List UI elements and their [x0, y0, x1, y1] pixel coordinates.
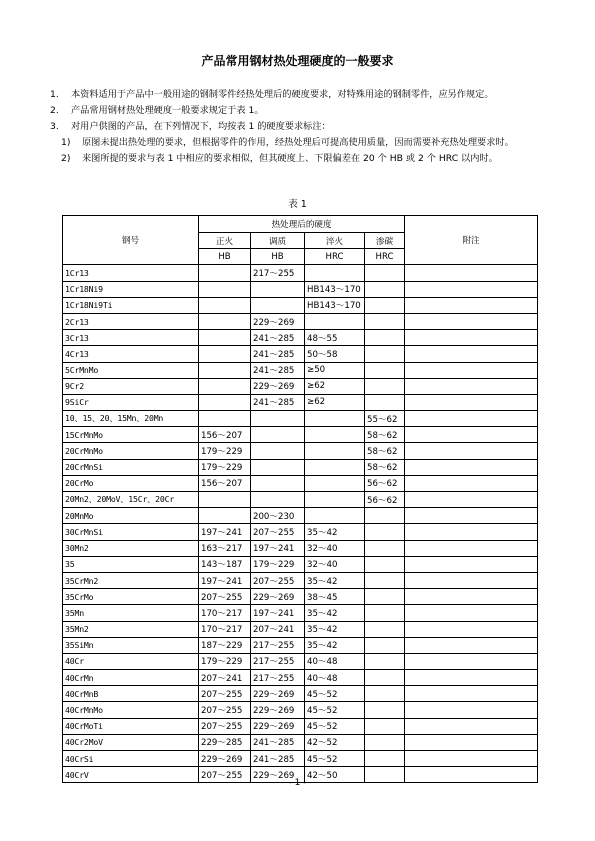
cell-carburize: [365, 670, 405, 686]
cell-quench-temper: 200～230: [251, 508, 305, 524]
list-item: [50, 88, 560, 101]
table-row: [63, 605, 538, 621]
cell-carburize: [365, 265, 405, 281]
cell-remark: [405, 605, 538, 621]
header-unit: HRC: [305, 249, 365, 265]
cell-grade: 40CrMn: [63, 670, 199, 686]
cell-carburize: [365, 378, 405, 394]
table-row: [63, 492, 538, 508]
cell-normalizing: 179～229: [199, 459, 251, 475]
page-number: - 1 -: [288, 778, 307, 788]
cell-grade: 35CrMo: [63, 589, 199, 605]
cell-normalizing: [199, 492, 251, 508]
table-row: [63, 427, 538, 443]
cell-grade: 1Cr18Ni9: [63, 281, 199, 297]
list-item-number: 2.: [50, 105, 59, 116]
cell-normalizing: 207～255: [199, 718, 251, 734]
cell-normalizing: 143～187: [199, 556, 251, 572]
cell-quench: 42～50: [305, 767, 365, 783]
table-row: [63, 653, 538, 669]
cell-grade: 20CrMnSi: [63, 459, 199, 475]
cell-grade: 20CrMnMo: [63, 443, 199, 459]
cell-remark: [405, 346, 538, 362]
cell-grade: 40Cr2MoV: [63, 734, 199, 750]
cell-quench: [305, 411, 365, 427]
header-carburize: 渗碳: [365, 233, 405, 249]
cell-remark: [405, 313, 538, 329]
cell-quench: [305, 459, 365, 475]
cell-normalizing: [199, 313, 251, 329]
cell-grade: 15CrMnMo: [63, 427, 199, 443]
cell-remark: [405, 621, 538, 637]
table-row: [63, 686, 538, 702]
header-unit: HB: [199, 249, 251, 265]
cell-normalizing: [199, 378, 251, 394]
cell-remark: [405, 702, 538, 718]
cell-quench: HB143～170: [305, 281, 365, 297]
cell-remark: [405, 459, 538, 475]
cell-normalizing: [199, 265, 251, 281]
table-row: [63, 572, 538, 588]
cell-remark: [405, 330, 538, 346]
table-row: [63, 265, 538, 281]
cell-grade: 10、15、20、15Mn、20Mn: [63, 411, 199, 427]
cell-quench: [305, 313, 365, 329]
header-quench: 淬火: [305, 233, 365, 249]
cell-quench: 35～42: [305, 621, 365, 637]
cell-grade: 1Cr13: [63, 265, 199, 281]
cell-carburize: [365, 281, 405, 297]
table-row: [63, 589, 538, 605]
list-item: [50, 120, 560, 133]
cell-normalizing: [199, 297, 251, 313]
cell-grade: 9SiCr: [63, 394, 199, 410]
cell-remark: [405, 378, 538, 394]
cell-remark: [405, 508, 538, 524]
sub-list-item-text: 原图未提出热处理的要求，但根据零件的作用，经热处理后可提高使用质量，因而需要补充热处理要求时。: [82, 137, 514, 148]
table-row: [63, 411, 538, 427]
cell-carburize: [365, 621, 405, 637]
cell-quench: HB143～170: [305, 297, 365, 313]
cell-carburize: [365, 589, 405, 605]
cell-remark: [405, 443, 538, 459]
cell-carburize: [365, 734, 405, 750]
table-caption: 表 1: [288, 199, 307, 210]
cell-quench: 45～52: [305, 686, 365, 702]
cell-quench-temper: [251, 297, 305, 313]
cell-grade: 20CrMo: [63, 475, 199, 491]
table-row: [63, 475, 538, 491]
cell-grade: 40CrV: [63, 767, 199, 783]
cell-grade: 35: [63, 556, 199, 572]
cell-quench: [305, 492, 365, 508]
cell-remark: [405, 265, 538, 281]
cell-normalizing: 163～217: [199, 540, 251, 556]
cell-remark: [405, 718, 538, 734]
cell-quench-temper: [251, 427, 305, 443]
cell-carburize: 58～62: [365, 427, 405, 443]
cell-quench-temper: 217～255: [251, 637, 305, 653]
cell-quench-temper: 241～285: [251, 346, 305, 362]
cell-carburize: [365, 524, 405, 540]
header-quench-temper: 调质: [251, 233, 305, 249]
cell-quench: ≥62: [305, 378, 365, 394]
cell-carburize: [365, 637, 405, 653]
cell-quench-temper: 197～241: [251, 540, 305, 556]
cell-quench: [305, 265, 365, 281]
cell-grade: 5CrMnMo: [63, 362, 199, 378]
header-remark: 附注: [405, 216, 538, 265]
cell-carburize: [365, 653, 405, 669]
list-item-text: 产品常用钢材热处理硬度一般要求规定于表 1。: [71, 105, 264, 116]
table-row: [63, 751, 538, 767]
cell-quench: 32～40: [305, 556, 365, 572]
cell-remark: [405, 281, 538, 297]
cell-quench-temper: [251, 281, 305, 297]
cell-quench-temper: [251, 459, 305, 475]
cell-quench: ≥62: [305, 394, 365, 410]
list-item: [50, 104, 560, 117]
sub-list-item-text: 来图所提的要求与表 1 中相应的要求相似，但其硬度上、下限偏差在 20 个 HB 或 2 个 HRC 以内时。: [82, 153, 498, 164]
cell-quench: [305, 427, 365, 443]
cell-grade: 30CrMnSi: [63, 524, 199, 540]
cell-carburize: [365, 751, 405, 767]
cell-carburize: 55～62: [365, 411, 405, 427]
cell-grade: 40CrMnB: [63, 686, 199, 702]
cell-quench-temper: 207～241: [251, 621, 305, 637]
cell-normalizing: 207～255: [199, 589, 251, 605]
cell-quench-temper: [251, 411, 305, 427]
cell-remark: [405, 670, 538, 686]
cell-quench-temper: 241～285: [251, 330, 305, 346]
cell-carburize: [365, 362, 405, 378]
requirements-list: [50, 88, 560, 168]
cell-grade: 40CrSi: [63, 751, 199, 767]
cell-quench-temper: [251, 443, 305, 459]
cell-grade: 35Mn2: [63, 621, 199, 637]
list-item-number: 1.: [50, 89, 59, 100]
cell-remark: [405, 524, 538, 540]
cell-grade: 35SiMn: [63, 637, 199, 653]
cell-normalizing: [199, 411, 251, 427]
cell-remark: [405, 637, 538, 653]
cell-carburize: [365, 605, 405, 621]
cell-remark: [405, 653, 538, 669]
cell-remark: [405, 475, 538, 491]
cell-quench-temper: 207～255: [251, 524, 305, 540]
header-grade: 钢号: [63, 216, 199, 265]
cell-quench: 40～48: [305, 653, 365, 669]
table-row: [63, 540, 538, 556]
cell-quench-temper: 241～285: [251, 394, 305, 410]
document-title: 产品常用钢材热处理硬度的一般要求: [201, 54, 394, 68]
table-row: [63, 362, 538, 378]
cell-normalizing: 207～241: [199, 670, 251, 686]
cell-quench-temper: 229～269: [251, 589, 305, 605]
cell-remark: [405, 492, 538, 508]
cell-quench: [305, 475, 365, 491]
cell-quench-temper: 229～269: [251, 313, 305, 329]
list-item-text: 对用户供图的产品，在下列情况下，均按表 1 的硬度要求标注：: [71, 121, 331, 132]
cell-quench-temper: 207～255: [251, 572, 305, 588]
table-row: [63, 718, 538, 734]
cell-grade: 35Mn: [63, 605, 199, 621]
cell-quench-temper: 179～229: [251, 556, 305, 572]
cell-quench-temper: 229～269: [251, 718, 305, 734]
cell-grade: 20Mn2、20MoV、15Cr、20Cr: [63, 492, 199, 508]
cell-quench: 45～52: [305, 751, 365, 767]
cell-quench: ≥50: [305, 362, 365, 378]
cell-carburize: [365, 394, 405, 410]
table-row: [63, 378, 538, 394]
cell-quench: 48～55: [305, 330, 365, 346]
table-row: [63, 459, 538, 475]
cell-quench: 35～42: [305, 637, 365, 653]
cell-remark: [405, 297, 538, 313]
table-row: [63, 443, 538, 459]
cell-grade: 30Mn2: [63, 540, 199, 556]
cell-quench: 40～48: [305, 670, 365, 686]
cell-quench-temper: 229～269: [251, 702, 305, 718]
table-row: [63, 637, 538, 653]
cell-quench-temper: 217～255: [251, 265, 305, 281]
cell-carburize: [365, 330, 405, 346]
header-unit: HRC: [365, 249, 405, 265]
cell-carburize: 56～62: [365, 475, 405, 491]
cell-carburize: [365, 540, 405, 556]
cell-quench: [305, 443, 365, 459]
cell-normalizing: 197～241: [199, 572, 251, 588]
sub-list-item: [50, 152, 560, 165]
cell-quench-temper: [251, 475, 305, 491]
table-row: [63, 346, 538, 362]
cell-quench-temper: 217～255: [251, 670, 305, 686]
cell-quench-temper: 241～285: [251, 362, 305, 378]
cell-grade: 4Cr13: [63, 346, 199, 362]
cell-grade: 2Cr13: [63, 313, 199, 329]
header-normalizing: 正火: [199, 233, 251, 249]
cell-carburize: [365, 702, 405, 718]
cell-quench: 38～45: [305, 589, 365, 605]
cell-normalizing: 156～207: [199, 475, 251, 491]
cell-remark: [405, 540, 538, 556]
table-row: [63, 281, 538, 297]
cell-quench-temper: 241～285: [251, 751, 305, 767]
cell-quench: 50～58: [305, 346, 365, 362]
list-item-text: 本资料适用于产品中一般用途的钢制零件经热处理后的硬度要求，对特殊用途的钢制零件，应另作规定。: [71, 89, 494, 100]
cell-normalizing: 170～217: [199, 605, 251, 621]
cell-quench-temper: 217～255: [251, 653, 305, 669]
sub-list-item-number: 2): [61, 153, 71, 164]
cell-quench-temper: [251, 492, 305, 508]
cell-normalizing: [199, 330, 251, 346]
cell-normalizing: 170～217: [199, 621, 251, 637]
table-body: [63, 265, 538, 783]
table-row: [63, 330, 538, 346]
cell-quench-temper: 241～285: [251, 734, 305, 750]
cell-quench: 35～42: [305, 524, 365, 540]
cell-quench: 32～40: [305, 540, 365, 556]
cell-quench-temper: 229～269: [251, 686, 305, 702]
cell-normalizing: 207～255: [199, 767, 251, 783]
table-row: [63, 702, 538, 718]
cell-normalizing: [199, 508, 251, 524]
cell-normalizing: 207～255: [199, 686, 251, 702]
table-row: [63, 670, 538, 686]
cell-quench: 45～52: [305, 702, 365, 718]
table-row: [63, 297, 538, 313]
cell-carburize: [365, 346, 405, 362]
table-row: [63, 734, 538, 750]
cell-carburize: [365, 313, 405, 329]
cell-carburize: [365, 572, 405, 588]
cell-quench: 42～52: [305, 734, 365, 750]
cell-quench-temper: 197～241: [251, 605, 305, 621]
table-row: [63, 508, 538, 524]
cell-normalizing: 229～269: [199, 751, 251, 767]
cell-carburize: 58～62: [365, 443, 405, 459]
cell-remark: [405, 751, 538, 767]
cell-normalizing: [199, 362, 251, 378]
cell-grade: 3Cr13: [63, 330, 199, 346]
list-item-number: 3.: [50, 121, 59, 132]
cell-normalizing: [199, 281, 251, 297]
cell-quench: 45～52: [305, 718, 365, 734]
cell-carburize: [365, 718, 405, 734]
table-row: [63, 394, 538, 410]
cell-remark: [405, 572, 538, 588]
cell-remark: [405, 411, 538, 427]
cell-carburize: 58～62: [365, 459, 405, 475]
cell-normalizing: [199, 346, 251, 362]
cell-carburize: [365, 556, 405, 572]
table-row: [63, 621, 538, 637]
table-row: [63, 556, 538, 572]
cell-remark: [405, 734, 538, 750]
cell-normalizing: [199, 394, 251, 410]
cell-normalizing: 229～285: [199, 734, 251, 750]
sub-list-item: [50, 136, 560, 149]
cell-normalizing: 179～229: [199, 653, 251, 669]
cell-remark: [405, 427, 538, 443]
cell-grade: 40CrMnMo: [63, 702, 199, 718]
sub-list-item-number: 1): [61, 137, 71, 148]
cell-grade: 40CrMoTi: [63, 718, 199, 734]
cell-grade: 20MnMo: [63, 508, 199, 524]
cell-grade: 1Cr18Ni9Ti: [63, 297, 199, 313]
cell-remark: [405, 686, 538, 702]
cell-remark: [405, 362, 538, 378]
cell-quench-temper: 229～269: [251, 378, 305, 394]
cell-quench: 35～42: [305, 572, 365, 588]
cell-carburize: [365, 508, 405, 524]
cell-normalizing: 156～207: [199, 427, 251, 443]
cell-carburize: 56～62: [365, 492, 405, 508]
cell-quench-temper: 229～269: [251, 767, 305, 783]
cell-normalizing: 179～229: [199, 443, 251, 459]
cell-grade: 35CrMn2: [63, 572, 199, 588]
cell-quench: 35～42: [305, 605, 365, 621]
cell-normalizing: 197～241: [199, 524, 251, 540]
table-row: [63, 313, 538, 329]
cell-grade: 40Cr: [63, 653, 199, 669]
cell-remark: [405, 394, 538, 410]
cell-normalizing: 187～229: [199, 637, 251, 653]
cell-remark: [405, 556, 538, 572]
cell-normalizing: 207～255: [199, 702, 251, 718]
header-unit: HB: [251, 249, 305, 265]
hardness-table: [62, 215, 538, 783]
cell-carburize: [365, 297, 405, 313]
cell-quench: [305, 508, 365, 524]
cell-remark: [405, 589, 538, 605]
cell-carburize: [365, 686, 405, 702]
table-row: [63, 524, 538, 540]
cell-grade: 9Cr2: [63, 378, 199, 394]
header-hardness-group: 热处理后的硬度: [199, 216, 405, 233]
